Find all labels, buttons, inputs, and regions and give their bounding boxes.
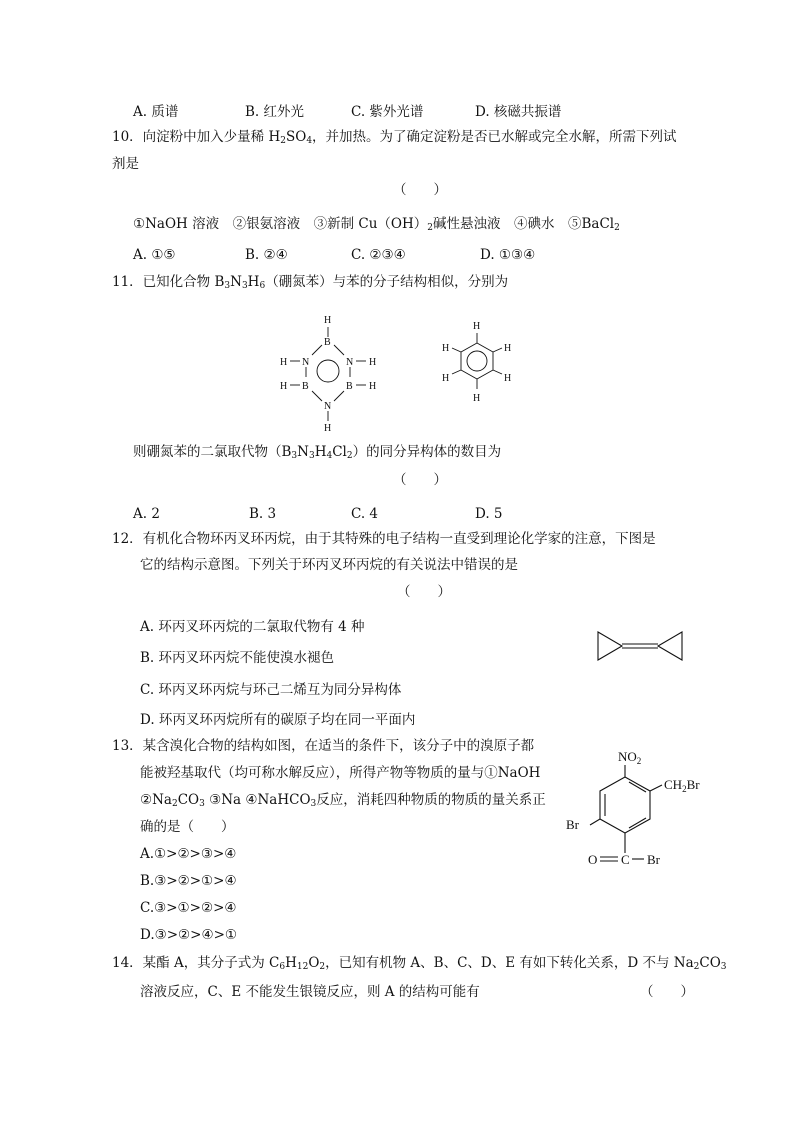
q13-stem-line2: 能被羟基取代（均可称水解反应），所得产物等物质的量与①NaOH — [140, 765, 541, 781]
q11-answer-paren: （ ） — [393, 472, 447, 488]
borazine-atom-h-left-upper: H — [280, 357, 288, 368]
borazine-atom-n-left: N — [302, 357, 310, 368]
q9-choice-a: A. 质谱 — [133, 104, 179, 120]
borazine-atom-h-left-lower: H — [280, 381, 288, 392]
borazine-atom-n-bottom: N — [324, 401, 332, 412]
q14-stem-line2: 溶液反应，C、E 不能发生银镜反应，则 A 的结构可能有 — [140, 984, 480, 1000]
q14-stem-line1: 14．某酯 A，其分子式为 $C_6H_{12}O_2$，已知有机物 A、B、C、D、E 有如下转化关系，D 不与 $Na_2CO_3$ — [112, 955, 727, 972]
label-acyl-br: Br — [647, 852, 660, 867]
q10-choice-a: A. ①⑤ — [133, 247, 176, 263]
q11-stem-line2: 则硼氮苯的二氯取代物$(B_3N_3H_4Cl_2)$的同分异构体的数目为 — [133, 444, 502, 461]
label-nitro: $NO_2$ — [618, 749, 642, 766]
q12-choice-a: A. 环丙叉环丙烷的二氯取代物有 4 种 — [140, 619, 365, 635]
benzene-atom-h-bottom: H — [473, 393, 481, 404]
borazine-atom-h-bottom: H — [324, 423, 332, 434]
q13-stem-line3: $②Na_2CO_3$ ③Na ④NaHCO$_3$反应，消耗四种物质的物质的量关系正 — [140, 792, 546, 809]
q9-choice-b: B. 红外光 — [245, 104, 305, 120]
borazine-atom-b-top: B — [324, 337, 331, 348]
q10-stem-line2: 剂是 — [112, 156, 139, 172]
q10-stem-line1: 10．向淀粉中加入少量稀 $H_2SO_4$，并加热。为了确定淀粉是否已水解或完全水解，所需下列试 — [112, 129, 677, 146]
q11-choice-b: B. 3 — [249, 506, 277, 522]
label-carbonyl-o: O — [588, 852, 598, 867]
cyclopropylidenecyclopropane-structure — [590, 628, 690, 668]
borazine-atom-b-right: B — [346, 381, 353, 392]
label-ch2br: $CH_2Br$ — [664, 777, 700, 794]
borazine-atom-h-right-upper: H — [369, 357, 377, 368]
q12-stem-line2: 它的结构示意图。下列关于环丙叉环丙烷的有关说法中错误的是 — [140, 557, 518, 573]
q12-choice-c: C. 环丙叉环丙烷与环己二烯互为同分异构体 — [140, 682, 402, 698]
benzene-atom-h-upper-left: H — [442, 343, 450, 354]
q11-choice-d: D. 5 — [475, 506, 503, 522]
q11-choice-a: A. 2 — [133, 506, 160, 522]
borazine-atom-h-top: H — [324, 315, 332, 326]
bromo-compound-structure — [560, 745, 730, 885]
q13-choice-d: D.③>②>④>① — [140, 927, 237, 943]
q12-stem-line1: 12．有机化合物环丙叉环丙烷，由于其特殊的电子结构一直受到理论化学家的注意，下图是 — [112, 531, 656, 547]
benzene-atom-h-top: H — [473, 321, 481, 332]
q10-reagents: ①NaOH 溶液 ②银氨溶液 ③新制 $Cu(OH)_2$碱性悬浊液 ④碘水 ⑤BaCl$_2$ — [133, 216, 620, 233]
borazine-atom-n-right: N — [346, 357, 354, 368]
benzene-atom-h-lower-right: H — [504, 373, 512, 384]
q9-choice-c: C. 紫外光谱 — [351, 104, 424, 120]
q12-answer-paren: （ ） — [397, 584, 451, 600]
q9-choice-d: D. 核磁共振谱 — [475, 104, 562, 120]
q13-choice-c: C.③>①>②>④ — [140, 900, 237, 916]
q10-answer-paren: （ ） — [393, 182, 447, 198]
q11-choice-c: C. 4 — [351, 506, 379, 522]
borazine-atom-h-right-lower: H — [369, 381, 377, 392]
q13-stem-line1: 13．某含溴化合物的结构如图，在适当的条件下，该分子中的溴原子都 — [112, 738, 535, 754]
label-br-ring: Br — [566, 817, 579, 832]
q12-choice-b: B. 环丙叉环丙烷不能使溴水褪色 — [140, 650, 335, 666]
benzene-structure — [432, 315, 522, 420]
q13-stem-line4: 确的是（ ） — [140, 819, 235, 835]
label-carbonyl-c: C — [621, 852, 630, 867]
benzene-atom-h-lower-left: H — [442, 373, 450, 384]
benzene-atom-h-upper-right: H — [504, 343, 512, 354]
q10-choice-b: B. ②④ — [245, 247, 288, 263]
q10-choice-d: D. ①③④ — [480, 247, 536, 263]
q12-choice-d: D. 环丙叉环丙烷所有的碳原子均在同一平面内 — [140, 712, 416, 728]
q10-choice-c: C. ②③④ — [351, 247, 406, 263]
borazine-structure — [270, 305, 390, 435]
borazine-atom-b-left: B — [302, 381, 309, 392]
q13-choice-b: B.③>②>①>④ — [140, 873, 237, 889]
q13-choice-a: A.①>②>③>④ — [140, 846, 237, 862]
q11-stem-line1: 11．已知化合物 $B_3N_3H_6$（硼氮苯）与苯的分子结构相似，分别为 — [112, 274, 509, 291]
q14-answer-paren: （ ） — [640, 984, 694, 1000]
